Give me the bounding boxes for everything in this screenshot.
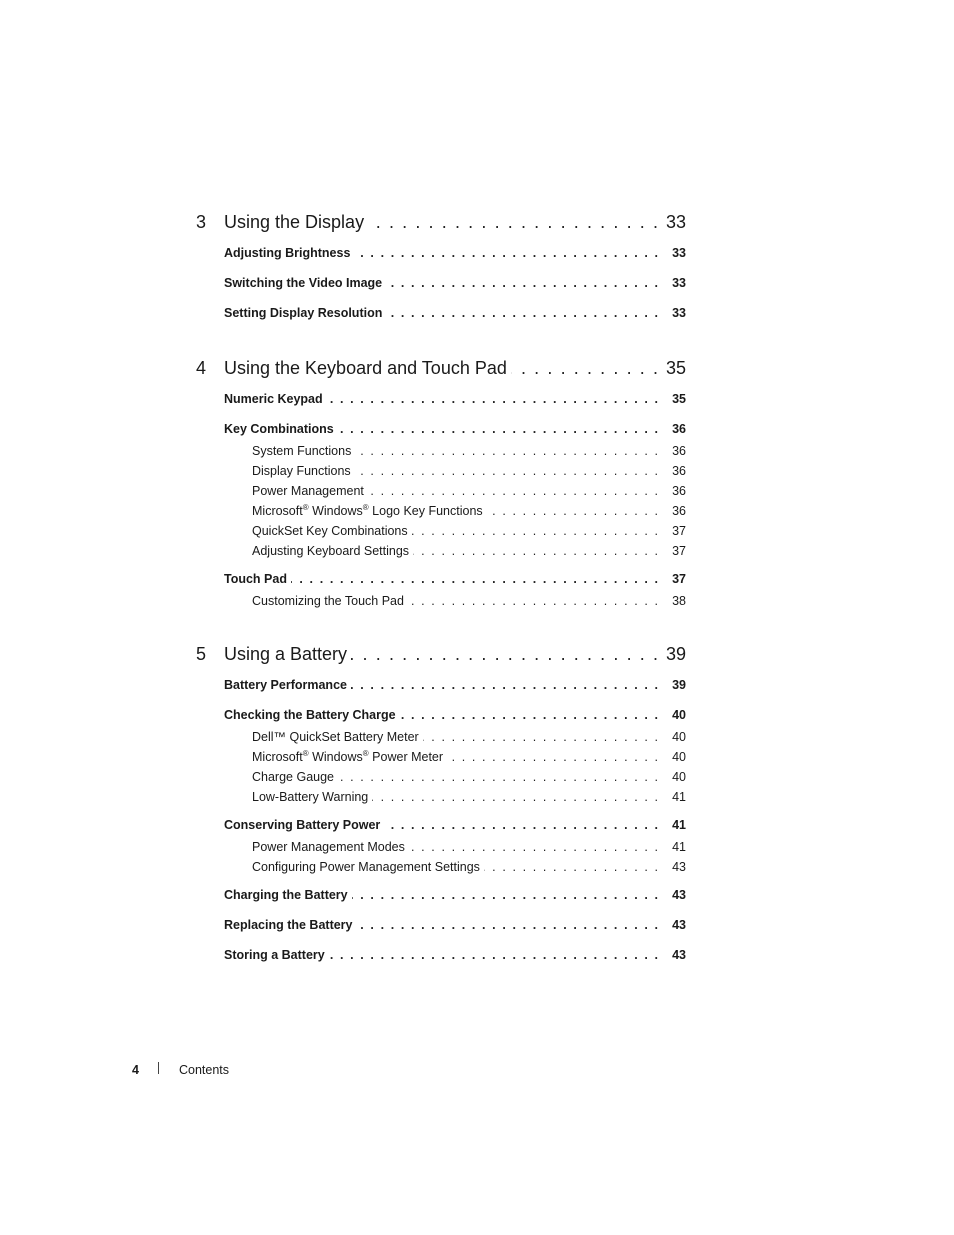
dot-leader	[351, 644, 658, 665]
toc-section-row[interactable]	[196, 246, 686, 268]
toc-subsection-row[interactable]	[196, 750, 686, 770]
dot-leader	[384, 818, 658, 832]
toc-subsection-row[interactable]	[196, 594, 686, 614]
entry-page-number: 40	[672, 770, 686, 784]
entry-title: Charging the Battery	[224, 888, 352, 902]
entry-title: Key Combinations	[224, 422, 338, 436]
dot-leader	[447, 750, 658, 764]
chapter-title	[196, 644, 351, 665]
dot-leader	[413, 544, 658, 558]
chapter-page-number: 35	[666, 358, 687, 378]
toc-subsection-row[interactable]	[196, 840, 686, 860]
toc-section-row[interactable]	[196, 572, 686, 594]
entry-page-number: 35	[672, 392, 686, 406]
entry-title: System Functions	[252, 444, 355, 458]
chapter-title-text: Using the Keyboard and Touch Pad	[224, 358, 507, 378]
dot-leader	[372, 790, 658, 804]
dot-leader	[355, 464, 658, 478]
entry-page-number: 37	[672, 572, 686, 586]
entry-page-number: 43	[672, 860, 686, 874]
dot-leader	[386, 306, 658, 320]
dot-leader	[351, 678, 658, 692]
entry-page-number: 40	[672, 708, 686, 722]
toc-section-row[interactable]	[196, 678, 686, 700]
entry-page-number: 33	[672, 276, 686, 290]
dot-leader	[412, 524, 658, 538]
toc-section-row[interactable]	[196, 948, 686, 970]
entry-title: Setting Display Resolution	[224, 306, 386, 320]
entry-title: Microsoft® Windows® Power Meter	[252, 750, 447, 764]
toc-section-row[interactable]	[196, 422, 686, 444]
dot-leader	[357, 918, 658, 932]
dot-leader	[368, 212, 658, 233]
entry-title: Customizing the Touch Pad	[252, 594, 408, 608]
toc-section-row[interactable]	[196, 392, 686, 414]
chapter-page-number: 39	[666, 644, 687, 664]
toc-subsection-row[interactable]	[196, 544, 686, 564]
toc-section-row[interactable]	[196, 306, 686, 328]
dot-leader	[329, 948, 658, 962]
chapter-number: 3	[196, 212, 207, 232]
dot-leader	[400, 708, 658, 722]
dot-leader	[511, 358, 658, 379]
entry-page-number: 41	[672, 790, 686, 804]
toc-section-row[interactable]	[196, 276, 686, 298]
chapter-title	[196, 358, 511, 379]
toc-section-row[interactable]	[196, 918, 686, 940]
toc-subsection-row[interactable]	[196, 860, 686, 880]
dot-leader	[386, 276, 658, 290]
entry-title: Microsoft® Windows® Logo Key Functions	[252, 504, 487, 518]
entry-title: Power Management	[252, 484, 368, 498]
dot-leader	[338, 422, 658, 436]
toc-section-row[interactable]	[196, 888, 686, 910]
entry-page-number: 36	[672, 422, 686, 436]
dot-leader	[338, 770, 658, 784]
entry-title: Low-Battery Warning	[252, 790, 372, 804]
entry-title: Display Functions	[252, 464, 355, 478]
chapter-number: 4	[196, 358, 207, 378]
entry-page-number: 40	[672, 750, 686, 764]
toc-chapter-row[interactable]	[196, 358, 686, 392]
dot-leader	[423, 730, 658, 744]
chapter-spacer	[196, 328, 686, 358]
entry-page-number: 39	[672, 678, 686, 692]
entry-title: Replacing the Battery	[224, 918, 357, 932]
footer-section-label: Contents	[179, 1063, 230, 1077]
toc-subsection-row[interactable]	[196, 444, 686, 464]
entry-page-number: 36	[672, 464, 686, 478]
entry-page-number: 36	[672, 504, 686, 518]
table-of-contents	[196, 212, 686, 970]
chapter-title	[196, 212, 368, 233]
toc-subsection-row[interactable]	[196, 524, 686, 544]
entry-page-number: 41	[672, 818, 686, 832]
chapter-page-number: 33	[666, 212, 687, 232]
dot-leader	[484, 860, 658, 874]
entry-page-number: 43	[672, 948, 686, 962]
entry-title: Adjusting Brightness	[224, 246, 354, 260]
entry-title: Checking the Battery Charge	[224, 708, 400, 722]
page-number: 4	[132, 1063, 139, 1077]
dot-leader	[409, 840, 658, 854]
entry-title: QuickSet Key Combinations	[252, 524, 412, 538]
page-footer	[132, 1062, 229, 1077]
entry-page-number: 40	[672, 730, 686, 744]
dot-leader	[487, 504, 658, 518]
entry-page-number: 33	[672, 246, 686, 260]
entry-page-number: 36	[672, 484, 686, 498]
toc-section-row[interactable]	[196, 708, 686, 730]
entry-page-number: 37	[672, 524, 686, 538]
toc-subsection-row[interactable]	[196, 504, 686, 524]
entry-title: Adjusting Keyboard Settings	[252, 544, 413, 558]
chapter-title-text: Using a Battery	[224, 644, 348, 664]
toc-subsection-row[interactable]	[196, 464, 686, 484]
entry-title: Switching the Video Image	[224, 276, 386, 290]
dot-leader	[408, 594, 658, 608]
entry-page-number: 41	[672, 840, 686, 854]
entry-page-number: 43	[672, 888, 686, 902]
entry-page-number: 38	[672, 594, 686, 608]
toc-subsection-row[interactable]	[196, 770, 686, 790]
toc-chapter-row[interactable]	[196, 212, 686, 246]
entry-title: Battery Performance	[224, 678, 351, 692]
chapter-number: 5	[196, 644, 207, 664]
entry-page-number: 37	[672, 544, 686, 558]
dot-leader	[355, 444, 658, 458]
entry-title: Power Management Modes	[252, 840, 409, 854]
entry-page-number: 43	[672, 918, 686, 932]
dot-leader	[368, 484, 658, 498]
toc-chapter-row[interactable]	[196, 644, 686, 678]
toc-subsection-row[interactable]	[196, 484, 686, 504]
entry-page-number: 36	[672, 444, 686, 458]
footer-divider	[158, 1062, 159, 1074]
entry-title: Dell™ QuickSet Battery Meter	[252, 730, 423, 744]
dot-leader	[327, 392, 658, 406]
entry-title: Numeric Keypad	[224, 392, 327, 406]
chapter-title-text: Using the Display	[224, 212, 365, 232]
entry-title: Conserving Battery Power	[224, 818, 384, 832]
entry-title: Touch Pad	[224, 572, 291, 586]
toc-subsection-row[interactable]	[196, 730, 686, 750]
chapter-spacer	[196, 614, 686, 644]
dot-leader	[352, 888, 658, 902]
entry-title: Configuring Power Management Settings	[252, 860, 484, 874]
dot-leader	[354, 246, 658, 260]
entry-title: Storing a Battery	[224, 948, 329, 962]
toc-section-row[interactable]	[196, 818, 686, 840]
entry-title: Charge Gauge	[252, 770, 338, 784]
toc-subsection-row[interactable]	[196, 790, 686, 810]
dot-leader	[291, 572, 658, 586]
entry-page-number: 33	[672, 306, 686, 320]
